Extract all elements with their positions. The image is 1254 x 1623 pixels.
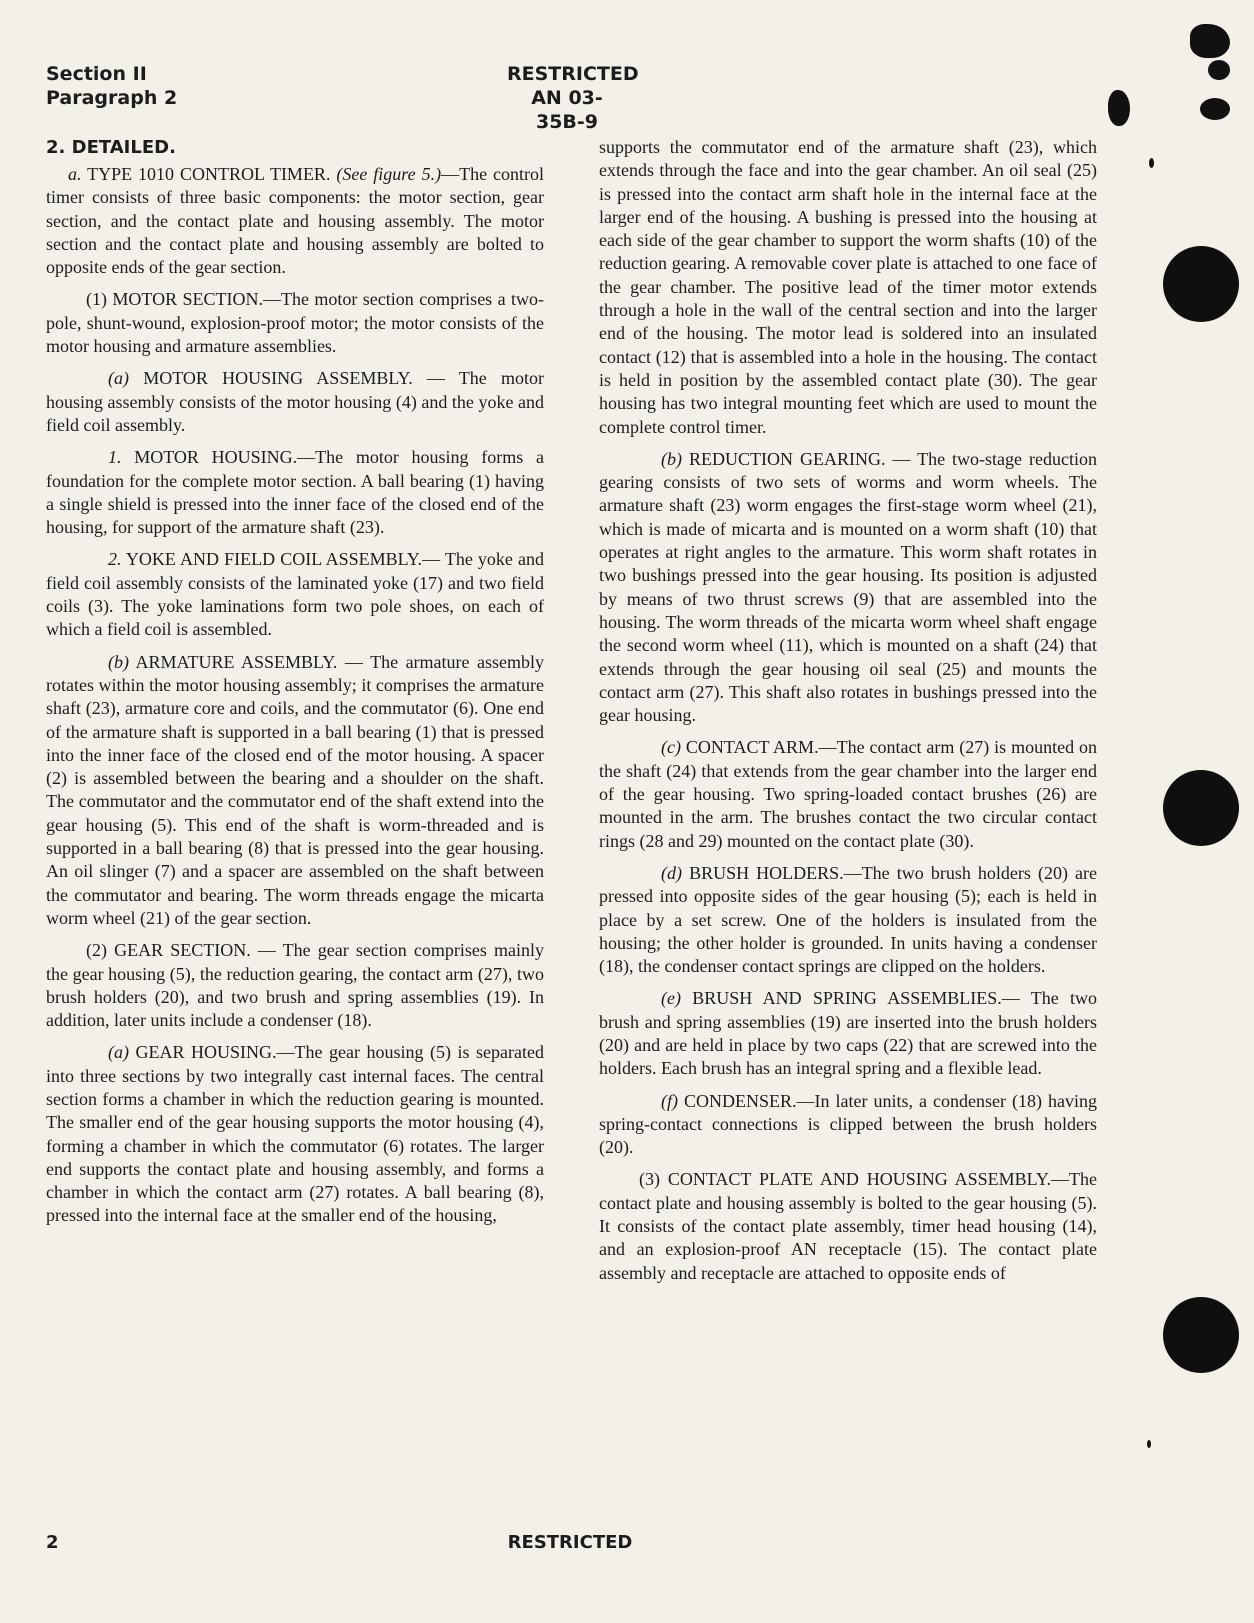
- paragraph-text: —The control timer consists of three basic components: the motor section, gear section, and the contact plate and housing assembly. The motor section and the contact plate and housing assembly are bolted to opposite ends of the gear section.: [46, 164, 544, 278]
- paragraph-armature-assembly: [46, 651, 544, 931]
- paragraph-title: GEAR SECTION.: [107, 940, 251, 961]
- paragraph-condenser: [599, 1090, 1097, 1160]
- paragraph-text: —The contact plate and housing assembly is bolted to the gear housing (5). It consists of the contact plate assembly, timer head housing (14), and an explosion-proof AN receptacle (15). The contact plate assembly and receptacle are attached to opposite ends of: [599, 1169, 1097, 1283]
- paragraph-text: — The two brush and spring assemblies (19) are inserted into the brush holders (20) and are held in place by two caps (22) that are screwed into the holders. Each brush has an integral spring and a flexible lead.: [599, 988, 1097, 1079]
- binder-hole: [1163, 246, 1239, 322]
- paragraph-text: —The contact arm (27) is mounted on the shaft (24) that extends from the gear chamber into the larger end of the gear housing. Two spring-loaded contact brushes (26) are mounted in the arm. The brushes contact the two circular contact rings (28 and 29) mounted on the contact plate (30).: [599, 737, 1097, 851]
- paragraph-yoke-and-field-coil: [46, 548, 544, 641]
- ink-blot-mark: [1108, 90, 1130, 126]
- paragraph-title: CONDENSER.: [678, 1090, 797, 1111]
- left-column: [46, 136, 544, 1237]
- paragraph-text: —The motor section comprises a two-pole, shunt-wound, explosion-proof motor; the motor consists of the motor housing and armature assemblies.: [46, 289, 544, 357]
- paragraph-title: MOTOR HOUSING ASSEMBLY.: [129, 368, 413, 389]
- paragraph-lead: (a): [108, 368, 129, 389]
- paragraph-title: YOKE AND FIELD COIL ASSEMBLY.: [121, 549, 423, 570]
- document-number: AN 03-35B-9: [531, 87, 603, 133]
- paragraph-lead: (3): [639, 1169, 660, 1190]
- paragraph-reduction-gearing: [599, 448, 1097, 728]
- paragraph-lead: (d): [661, 862, 682, 883]
- paragraph-gear-section: [46, 939, 544, 1032]
- paragraph-lead: (b): [108, 651, 129, 672]
- paragraph-title: CONTACT ARM.: [680, 737, 819, 758]
- paragraph-motor-housing-assembly: [46, 367, 544, 437]
- paragraph-title: ARMATURE ASSEMBLY.: [129, 651, 338, 672]
- page-header-center: [507, 62, 639, 134]
- paragraph-motor-section: [46, 288, 544, 358]
- paragraph-title: BRUSH HOLDERS.: [682, 862, 844, 883]
- paragraph-brush-holders: [599, 862, 1097, 978]
- paragraph-brush-and-spring-assemblies: [599, 987, 1097, 1080]
- paragraph-lead: (1): [86, 289, 107, 310]
- binder-hole: [1163, 770, 1239, 846]
- binder-hole: [1163, 1297, 1239, 1373]
- paragraph-lead: 1.: [108, 447, 122, 468]
- ink-blot-mark: [1190, 24, 1230, 58]
- security-classification: RESTRICTED: [507, 63, 639, 85]
- paragraph-title: CONTACT PLATE AND HOUSING ASSEMBLY.: [660, 1169, 1052, 1190]
- paragraph-title: MOTOR SECTION.: [107, 289, 263, 310]
- right-column: [599, 136, 1097, 1294]
- paragraph-lead: (a): [108, 1042, 129, 1063]
- page-header-left: [46, 62, 177, 110]
- ink-blot-mark: [1208, 60, 1230, 80]
- paragraph-title: MOTOR HOUSING.: [121, 447, 298, 468]
- paragraph-lead: (c): [661, 737, 681, 758]
- paragraph-gear-housing-continued: [599, 136, 1097, 439]
- footer-classification: RESTRICTED: [507, 1532, 633, 1553]
- paragraph-lead: (e): [661, 988, 681, 1009]
- paragraph-text: — The armature assembly rotates within the motor housing assembly; it comprises the armature shaft (23), armature core and coils, and the commutator (6). One end of the armature shaft is supported in a ball bearing (1) that is pressed into the inner face of the closed end of the motor housing. A spacer (2) is assembled between the bearing and a shoulder on the shaft. The commutator and the commutator end of the shaft extend into the gear housing (5). This end of the shaft is worm-threaded and is supported in a ball bearing (8) that is pressed into the gear housing. An oil slinger (7) and a spacer are assembled on the shaft between the commutator and bearing. The worm threads engage the micarta worm wheel (21) of the gear section.: [46, 651, 545, 928]
- paragraph-text: — The two-stage reduction gearing consists of two sets of worms and worm wheels. The armature shaft (23) worm engages the first-stage worm wheel (21), which is made of micarta and is mounted on a worm shaft (10) that operates at right angles to the armature. This worm shaft rotates in two bushings pressed into the gear housing. Its position is adjusted by means of two thrust screws (9) that are assembled into the housing. The worm threads of the micarta worm wheel shaft engage the second worm wheel (11), which is mounted on a shaft (24) that extends through the gear housing oil seal (25) and mounts the contact arm (27). This shaft also rotates in bushings pressed into the gear housing.: [599, 448, 1097, 726]
- paragraph-text: — The yoke and field coil assembly consists of the laminated yoke (17) and two field coils (3). The yoke laminations form two pole shoes, on each of which a field coil is assembled.: [46, 549, 544, 640]
- paragraph-label: Paragraph 2: [46, 87, 178, 109]
- paragraph-contact-arm: [599, 736, 1097, 852]
- ink-speck-mark: [1147, 1440, 1151, 1448]
- ink-speck-mark: [1149, 158, 1154, 168]
- paragraph-text: —In later units, a condenser (18) having spring-contact connections is clipped between the brush holders (20).: [599, 1090, 1097, 1158]
- section-label: Section II: [46, 63, 147, 85]
- paragraph-text: —The gear housing (5) is separated into three sections by two integrally cast internal faces. The central section forms a chamber in which the reduction gearing is mounted. The smaller end of the gear housing supports the motor housing (4), forming a chamber in which the commutator (6) rotates. The larger end supports the contact plate and housing assembly, and forms a chamber in which the contact arm (27) rotates. A ball bearing (8), pressed into the internal face at the smaller end of the housing,: [46, 1042, 545, 1226]
- paragraph-type-1010-control-timer: [46, 163, 544, 279]
- figure-reference: (See figure 5.): [336, 164, 442, 184]
- ink-blot-mark: [1200, 98, 1230, 120]
- paragraph-title: BRUSH AND SPRING ASSEMBLIES.: [680, 988, 1002, 1009]
- paragraph-gear-housing: [46, 1041, 544, 1227]
- paragraph-text: —The motor housing forms a foundation for the complete motor section. A ball bearing (1) having a single shield is pressed into the inner face of the closed end of the housing, for support of the armature shaft (23).: [46, 447, 544, 538]
- page-number: 2: [46, 1532, 59, 1553]
- paragraph-lead: (b): [661, 448, 682, 469]
- paragraph-text: — The motor housing assembly consists of the motor housing (4) and the yoke and field coil assembly.: [46, 368, 544, 435]
- paragraph-title: GEAR HOUSING.: [129, 1042, 277, 1063]
- paragraph-title: REDUCTION GEARING.: [682, 448, 886, 469]
- paragraph-motor-housing: [46, 446, 544, 539]
- paragraph-text: supports the commutator end of the armature shaft (23), which extends through the face and into the gear chamber. An oil seal (25) is pressed into the contact arm shaft hole in the internal face at the larger end of the housing. A bushing is pressed into the housing at each side of the gear chamber to support the worm shafts (10) of the reduction gearing. A removable cover plate is attached to one face of the gear chamber. The positive lead of the timer motor extends through a hole in the wall of the central section and into the larger end of the housing. The motor lead is soldered into an insulated contact (12) that is assembled into a hole in the housing. The contact is held in position by the assembled contact plate (30). The gear housing has two integral mounting feet which are used to mount the complete control timer.: [599, 137, 1097, 437]
- paragraph-lead: a.: [68, 164, 82, 184]
- paragraph-text: —The two brush holders (20) are pressed into opposite sides of the gear housing (5); each is held in place by a set screw. One of the holders is insulated from the housing; the other holder is grounded. In units having a condenser (18), the condenser contact springs are clipped on the holders.: [599, 862, 1098, 977]
- section-heading: 2. DETAILED.: [46, 137, 176, 158]
- paragraph-lead: (2): [86, 940, 107, 961]
- paragraph-lead: (f): [661, 1090, 678, 1111]
- paragraph-lead: 2.: [108, 549, 122, 570]
- paragraph-title: TYPE 1010 CONTROL TIMER.: [81, 164, 337, 184]
- paragraph-text: — The gear section comprises mainly the gear housing (5), the reduction gearing, the contact arm (27), two brush holders (20), and two brush and spring assemblies (19). In addition, later units include a condenser (18).: [46, 940, 545, 1031]
- paragraph-contact-plate-and-housing: [599, 1168, 1097, 1284]
